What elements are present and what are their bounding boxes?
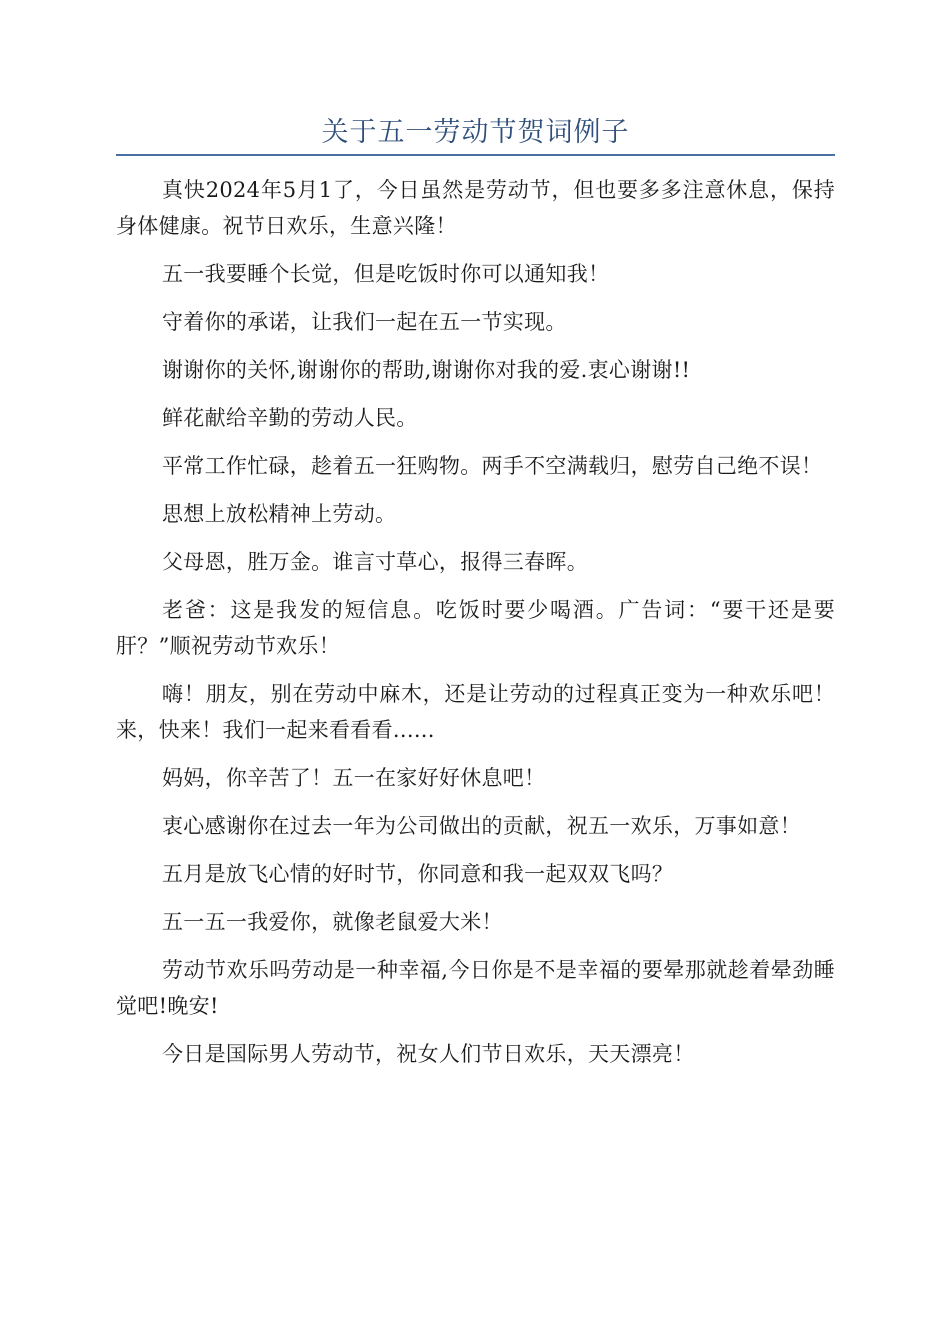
paragraph: 劳动节欢乐吗劳动是一种幸福,今日你是不是幸福的要晕那就趁着晕劲睡觉吧!晚安! xyxy=(116,958,835,1018)
paragraph: 守着你的承诺，让我们一起在五一节实现。 xyxy=(162,310,567,334)
paragraph: 妈妈，你辛苦了！五一在家好好休息吧！ xyxy=(162,766,546,790)
paragraph: 真快2024年5月1了，今日虽然是劳动节，但也要多多注意休息，保持身体健康。祝节日欢乐，生意兴隆！ xyxy=(116,178,835,238)
paragraph: 平常工作忙碌，趁着五一狂购物。两手不空满载归，慰劳自己绝不误！ xyxy=(162,454,823,478)
paragraph: 今日是国际男人劳动节，祝女人们节日欢乐，天天漂亮！ xyxy=(162,1042,695,1066)
paragraph: 鲜花献给辛勤的劳动人民。 xyxy=(162,406,418,430)
paragraph: 谢谢你的关怀,谢谢你的帮助,谢谢你对我的爱.衷心谢谢!! xyxy=(162,358,691,382)
paragraph: 老爸：这是我发的短信息。吃饭时要少喝酒。广告词：“要干还是要肝？”顺祝劳动节欢乐！ xyxy=(116,598,835,658)
paragraph: 五一我要睡个长觉，但是吃饭时你可以通知我！ xyxy=(162,262,610,286)
paragraph: 五一五一我爱你，就像老鼠爱大米！ xyxy=(162,910,503,934)
paragraph: 父母恩，胜万金。谁言寸草心，报得三春晖。 xyxy=(162,550,588,574)
document-body xyxy=(116,172,835,1084)
title-section xyxy=(116,112,835,156)
document-title: 关于五一劳动节贺词例子 xyxy=(321,117,630,148)
paragraph: 嗨！朋友，别在劳动中麻木，还是让劳动的过程真正变为一种欢乐吧！来，快来！我们一起来看看看...... xyxy=(116,682,835,742)
paragraph: 五月是放飞心情的好时节，你同意和我一起双双飞吗？ xyxy=(162,862,674,886)
paragraph: 思想上放松精神上劳动。 xyxy=(162,502,397,526)
paragraph: 衷心感谢你在过去一年为公司做出的贡献，祝五一欢乐，万事如意！ xyxy=(162,814,801,838)
